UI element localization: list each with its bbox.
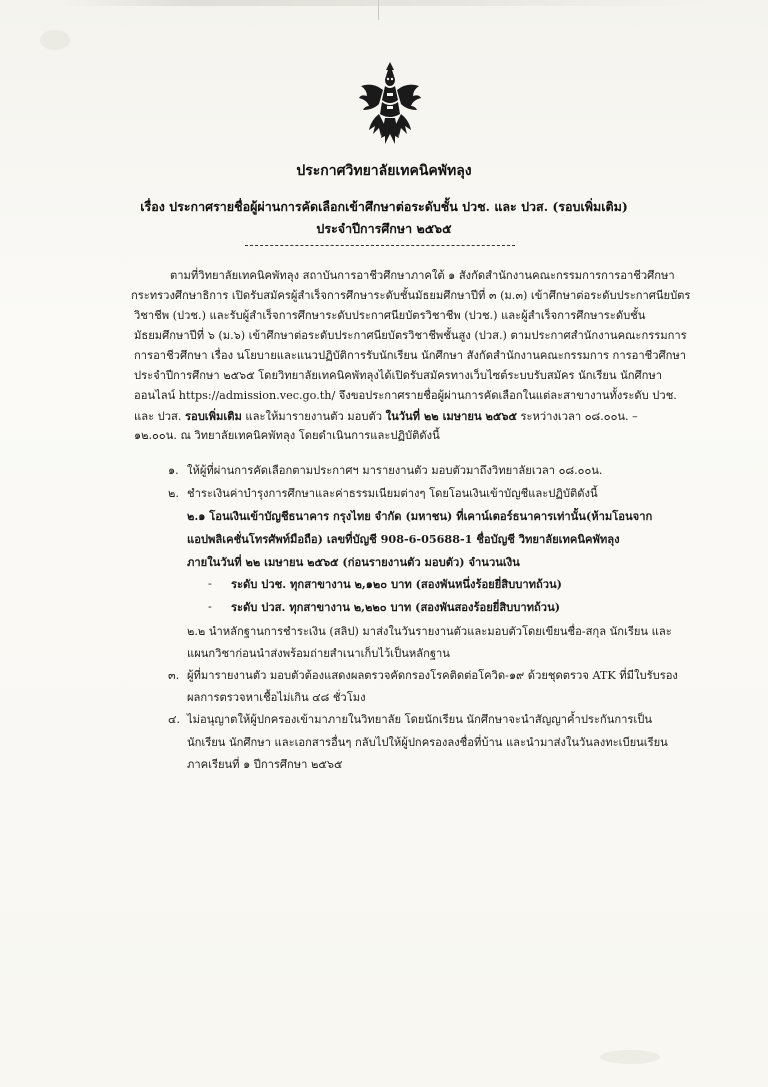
paragraph-line: ตามที่วิทยาลัยเทคนิคพัทลุง สถาบันการอาชีวศึกษาภาคใต้ ๑ สังกัดสำนักงานคณะกรรมการการอาชีวศึกษา [170,269,675,282]
list-item-4-line: ไม่อนุญาตให้ผู้ปกครองเข้ามาภายในวิทยาลัย โดยนักเรียน นักศึกษาจะนำสัญญาค้ำประกันการเป็น [187,713,652,726]
list-item-2: ชำระเงินค่าบำรุงการศึกษาและค่าธรรมเนียมต่างๆ โดยโอนเงินเข้าบัญชีและปฏิบัติดังนี้ [187,487,598,500]
announcement-title: ประกาศวิทยาลัยเทคนิคพัทลุง [296,163,472,179]
round-label: รอบเพิ่มเติม [184,409,242,423]
paragraph-intro [131,266,738,446]
sub-item-2-2-line: แผนกวิชาก่อนนำส่งพร้อมถ่ายสำเนาเก็บไว้เป็นหลักฐาน [187,647,450,660]
text-run: และ ปวส. [134,410,185,423]
list-item-3-line: ผลการตรวจหาเชื้อไม่เกิน ๔๘ ชั่วโมง [187,691,366,704]
scan-smudge [40,30,70,50]
fold-line [378,0,379,20]
text-run: ระหว่างเวลา ๐๘.๐๐น. – [516,410,638,423]
sub-item-2-1-line: ภายในวันที่ ๒๒ เมษายน ๒๕๖๕ (ก่อนรายงานตัว มอบตัว) จำนวนเงิน [187,555,520,569]
garuda-emblem-icon [357,60,423,146]
announcement-subject: เรื่อง ประกาศรายชื่อผู้ผ่านการคัดเลือกเข้าศึกษาต่อระดับชั้น ปวช. และ ปวส. (รอบเพิ่มเติม) [140,199,628,214]
paragraph-line: มัธยมศึกษาปีที่ ๖ (ม.๖) เข้าศึกษาต่อระดับประกาศนียบัตรวิชาชีพชั้นสูง (ปวส.) ตามประกาศสำนักงานคณะกรรมการ [134,329,687,342]
list-number: ๓. [168,669,180,682]
paragraph-line: การอาชีวศึกษา เรื่อง นโยบายและแนวปฏิบัติการรับนักเรียน นักศึกษา สังกัดสำนักงานคณะกรรมการ การอาชีวศึกษา [134,349,687,362]
text-run: และให้มารายงานตัว มอบตัว [241,410,386,423]
sub-item-2-1-line: ๒.๑ โอนเงินเข้าบัญชีธนาคาร กรุงไทย จำกัด (มหาชน) ที่เคาน์เตอร์ธนาคารเท่านั้น(ห้ามโอนจาก [187,509,653,523]
list-item-4-line: นักเรียน นักศึกษา และเอกสารอื่นๆ กลับไปให้ผู้ปกครองลงชื่อที่บ้าน และนำมาส่งในวันลงทะเบียนเรียน [187,736,668,749]
title-divider [245,245,515,246]
list-number: ๒. [168,487,179,500]
list-item-1: ให้ผู้ที่ผ่านการคัดเลือกตามประกาศฯ มารายงานตัว มอบตัวมาถึงวิทยาลัยเวลา ๐๘.๐๐น. [187,464,603,477]
list-item-4-line: ภาคเรียนที่ ๑ ปีการศึกษา ๒๕๖๕ [187,758,343,771]
list-number: ๔. [168,713,181,726]
scan-streak [60,0,710,6]
scan-smudge [600,1050,660,1064]
academic-year-line: ประจำปีการศึกษา ๒๕๖๕ [316,221,452,236]
paragraph-line [134,406,738,426]
dash-bullet: - [208,577,212,590]
paragraph-line: กระทรวงศึกษาธิการ เปิดรับสมัครผู้สำเร็จการศึกษาระดับชั้นมัธยมศึกษาปีที่ ๓ (ม.๓) เข้าศึกษาต่อระดับประกาศนียบัตร [131,289,691,302]
fee-vocational: ระดับ ปวช. ทุกสาขางาน ๒,๑๒๐ บาท (สองพันหนึ่งร้อยยี่สิบบาทถ้วน) [231,577,562,591]
paragraph-line: ออนไลน์ https://admission.vec.go.th/ จึงขอประกาศรายชื่อผู้ผ่านการคัดเลือกในแต่ละสาขางานทั้งระดับ ปวช. [134,389,677,402]
paragraph-line: ประจำปีการศึกษา ๒๕๖๕ โดยวิทยาลัยเทคนิคพัทลุงได้เปิดรับสมัครทางเว็บไซต์ระบบรับสมัคร นักเรียน นักศึกษา [134,369,663,382]
list-item-3-line: ผู้ที่มารายงานตัว มอบตัวต้องแสดงผลตรวจคัดกรองโรคติดต่อโควิด-๑๙ ด้วยชุดตรวจ ATK ที่มีใบรับรอง [187,669,678,682]
paragraph-line: วิชาชีพ (ปวช.) และรับผู้สำเร็จการศึกษาระดับประกาศนียบัตรวิชาชีพ (ปวช.) และผู้สำเร็จการศึกษาระดับชั้น [134,309,646,322]
report-date: ในวันที่ ๒๒ เมษายน ๒๕๖๕ [385,409,517,423]
paragraph-line: ๑๒.๐๐น. ณ วิทยาลัยเทคนิคพัทลุง โดยดำเนินการและปฏิบัติดังนี้ [134,429,440,442]
list-number: ๑. [168,464,179,477]
sub-item-2-2-line: ๒.๒ นำหลักฐานการชำระเงิน (สลิป) มาส่งในวันรายงานตัวและมอบตัวโดยเขียนชื่อ-สกุล นักเรียน และ [187,625,672,638]
dash-bullet: - [208,600,212,613]
fee-high-vocational: ระดับ ปวส. ทุกสาขางาน ๒,๒๒๐ บาท (สองพันสองร้อยยี่สิบบาทถ้วน) [231,600,561,614]
sub-item-2-1-line: แอปพลิเคชั่นโทรศัพท์มือถือ) เลขที่บัญชี 908-6-05688-1 ชื่อบัญชี วิทยาลัยเทคนิคพัทลุง [187,532,620,546]
